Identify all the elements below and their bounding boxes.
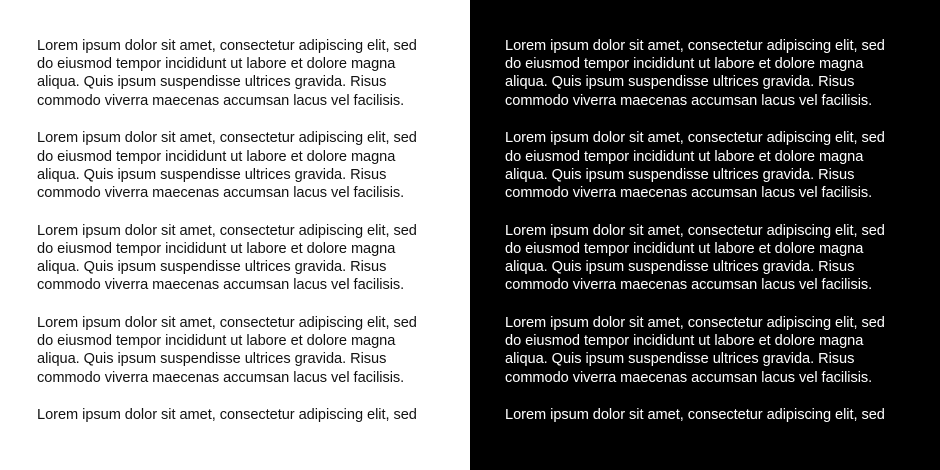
text-line: Lorem ipsum dolor sit amet, consectetur adipiscing elit, sed [505,38,885,54]
text-line: commodo viverra maecenas accumsan lacus vel facilisis. [37,92,405,109]
paragraph [37,406,457,424]
text-line: aliqua. Quis ipsum suspendisse ultrices gravida. Risus [505,259,855,276]
text-line: do eiusmod tempor incididunt ut labore et dolore magna [37,148,396,165]
paragraph [37,129,457,202]
text-line: aliqua. Quis ipsum suspendisse ultrices gravida. Risus [505,166,855,183]
text-line: Lorem ipsum dolor sit amet, consectetur adipiscing elit, sed [37,130,417,147]
paragraph [37,314,457,387]
text-line: do eiusmod tempor incididunt ut labore et dolore magna [505,240,864,257]
paragraph [505,314,925,387]
paragraph [505,406,925,424]
text-line: Lorem ipsum dolor sit amet, consectetur adipiscing elit, sed [37,407,417,424]
text-line: Lorem ipsum dolor sit amet, consectetur adipiscing elit, sed [505,130,885,147]
text-line: Lorem ipsum dolor sit amet, consectetur adipiscing elit, sed [37,314,417,331]
paragraph [505,129,925,202]
text-line: aliqua. Quis ipsum suspendisse ultrices gravida. Risus [505,351,855,368]
text-line: Lorem ipsum dolor sit amet, consectetur adipiscing elit, sed [37,222,417,239]
text-line: do eiusmod tempor incididunt ut labore et dolore magna [37,56,396,73]
text-line: commodo viverra maecenas accumsan lacus vel facilisis. [505,184,873,201]
paragraph [505,222,925,295]
text-line: do eiusmod tempor incididunt ut labore et dolore magna [505,56,864,73]
text-line: commodo viverra maecenas accumsan lacus vel facilisis. [505,277,873,294]
text-line: do eiusmod tempor incididunt ut labore et dolore magna [37,333,396,350]
paragraph [505,37,925,110]
text-line: Lorem ipsum dolor sit amet, consectetur adipiscing elit, sed [505,222,885,239]
text-line: commodo viverra maecenas accumsan lacus vel facilisis. [505,92,873,109]
text-line: Lorem ipsum dolor sit amet, consectetur adipiscing elit, sed [505,314,885,331]
text-line: do eiusmod tempor incididunt ut labore et dolore magna [505,148,864,165]
text-line: commodo viverra maecenas accumsan lacus vel facilisis. [37,184,405,201]
text-line: aliqua. Quis ipsum suspendisse ultrices gravida. Risus [505,74,855,91]
text-line: commodo viverra maecenas accumsan lacus vel facilisis. [37,369,405,386]
text-line: Lorem ipsum dolor sit amet, consectetur adipiscing elit, sed [505,407,885,424]
text-line: do eiusmod tempor incididunt ut labore et dolore magna [505,333,864,350]
dark-text-panel [470,0,940,470]
text-line: do eiusmod tempor incididunt ut labore et dolore magna [37,240,396,257]
text-line: Lorem ipsum dolor sit amet, consectetur adipiscing elit, sed [37,38,417,54]
paragraph [37,222,457,295]
text-line: aliqua. Quis ipsum suspendisse ultrices gravida. Risus [37,166,387,183]
text-line: aliqua. Quis ipsum suspendisse ultrices gravida. Risus [37,259,387,276]
text-line: aliqua. Quis ipsum suspendisse ultrices gravida. Risus [37,74,387,91]
paragraph [37,37,457,110]
text-line: commodo viverra maecenas accumsan lacus vel facilisis. [505,369,873,386]
text-line: aliqua. Quis ipsum suspendisse ultrices gravida. Risus [37,351,387,368]
text-line: commodo viverra maecenas accumsan lacus vel facilisis. [37,277,405,294]
